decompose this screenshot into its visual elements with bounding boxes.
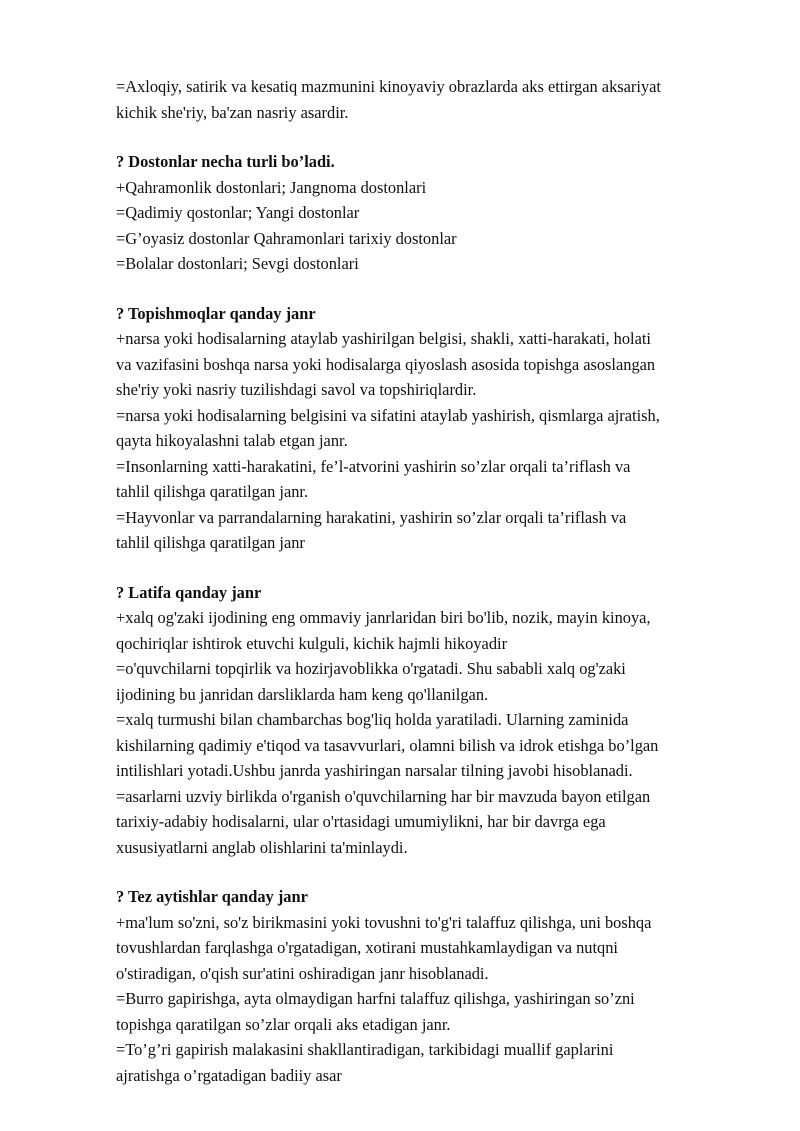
answer-line: +xalq og'zaki ijodining eng ommaviy janrlaridan biri bo'lib, nozik, mayin kinoya,: [116, 608, 651, 627]
answer-line: +ma'lum so'zni, so'z birikmasini yoki tovushni to'g'ri talaffuz qilishga, uni boshqa: [116, 912, 652, 932]
answer-line: =G’oyasiz dostonlar Qahramonlari tarixiy dostonlar: [116, 228, 457, 248]
question-heading: ? Topishmoqlar qanday janr: [116, 303, 316, 323]
answer-line: tahlil qilishga qaratilgan janr.: [116, 482, 309, 501]
question-heading: ? Latifa qanday janr: [116, 582, 262, 602]
answer-line: qayta hikoyalashni talab etgan janr.: [116, 431, 348, 450]
answer-line: =Insonlarning xatti-harakatini, fe’l-atvorini yashirin so’zlar orqali ta’riflash va: [116, 456, 631, 476]
answer-line: ajratishga o’rgatadigan badiiy asar: [116, 1065, 342, 1085]
answer-line: o'stiradigan, o'qish sur'atini oshiradigan janr hisoblanadi.: [116, 963, 489, 983]
answer-line: she'riy yoki nasriy tuzilishdagi savol va topshiriqlardir.: [116, 380, 477, 399]
answer-line: =Hayvonlar va parrandalarning harakatini, yashirin so’zlar orqali ta’riflash va: [116, 507, 627, 527]
answer-line: va vazifasini boshqa narsa yoki hodisalarga qiyoslash asosida topishga asoslangan: [116, 354, 656, 374]
answer-line: =Bolalar dostonlari; Sevgi dostonlari: [116, 254, 359, 273]
answer-line: =asarlarni uzviy birlikda o'rganish o'quvchilarning har bir mavzuda bayon etilgan: [116, 786, 651, 806]
answer-line: +narsa yoki hodisalarning ataylab yashirilgan belgisi, shakli, xatti-harakati, holati: [116, 329, 651, 348]
answer-line: intilishlari yotadi.Ushbu janrda yashiringan narsalar tilning javobi hisoblanadi.: [116, 761, 633, 780]
answer-line: =o'quvchilarni topqirlik va hozirjavoblikka o'rgatadi. Shu sababli xalq og'zaki: [116, 659, 626, 678]
spacer: [116, 277, 746, 301]
question-block: [116, 884, 746, 1088]
question-heading: ? Dostonlar necha turli bo’ladi.: [116, 152, 335, 171]
question-block: [116, 580, 746, 861]
answer-line: topishga qaratilgan so’zlar orqali aks etadigan janr.: [116, 1014, 451, 1034]
answer-line: =Burro gapirishga, ayta olmaydigan harfni talaffuz qilishga, yashiringan so’zni: [116, 989, 635, 1008]
answer-line: ijodining bu janridan darsliklarda ham keng qo'llanilgan.: [116, 684, 489, 704]
answer-line: =xalq turmushi bilan chambarchas bog'liq holda yaratiladi. Ularning zaminida: [116, 710, 629, 729]
answer-line: =To’g’ri gapirish malakasini shakllantiradigan, tarkibidagi muallif gaplarini: [116, 1040, 614, 1059]
question-heading: ? Tez aytishlar qanday janr: [116, 887, 308, 906]
answer-line: xususiyatlarni anglab olishlarini ta'minlaydi.: [116, 837, 408, 857]
answer-line: tahlil qilishga qaratilgan janr: [116, 533, 305, 552]
answer-line: qochiriqlar ishtirok etuvchi kulguli, kichik hajmli hikoyadir: [116, 633, 508, 653]
answer-line: kichik she'riy, ba'zan nasriy asardir.: [116, 102, 349, 122]
answer-line: tovushlardan farqlashga o'rgatadigan, xotirani mustahkamlaydigan va nutqni: [116, 938, 618, 957]
answer-line: =Qadimiy qostonlar; Yangi dostonlar: [116, 203, 360, 222]
question-block: [116, 301, 746, 556]
document-page: [116, 74, 746, 1088]
answer-line: tarixiy-adabiy hodisalarni, ular o'rtasidagi umumiylikni, har bir davrga ega: [116, 812, 606, 831]
answer-line: =Axloqiy, satirik va kesatiq mazmunini kinoyaviy obrazlarda aks ettirgan aksariyat: [116, 77, 661, 96]
answer-line: +Qahramonlik dostonlari; Jangnoma dostonlari: [116, 177, 427, 197]
question-block: [116, 149, 746, 277]
answer-block: [116, 74, 746, 125]
spacer: [116, 125, 746, 149]
answer-line: =narsa yoki hodisalarning belgisini va sifatini ataylab yashirish, qismlarga ajratish,: [116, 405, 660, 425]
spacer: [116, 556, 746, 580]
answer-line: kishilarning qadimiy e'tiqod va tasavvurlari, olamni bilish va idrok etishga bo’lgan: [116, 735, 659, 755]
spacer: [116, 860, 746, 884]
